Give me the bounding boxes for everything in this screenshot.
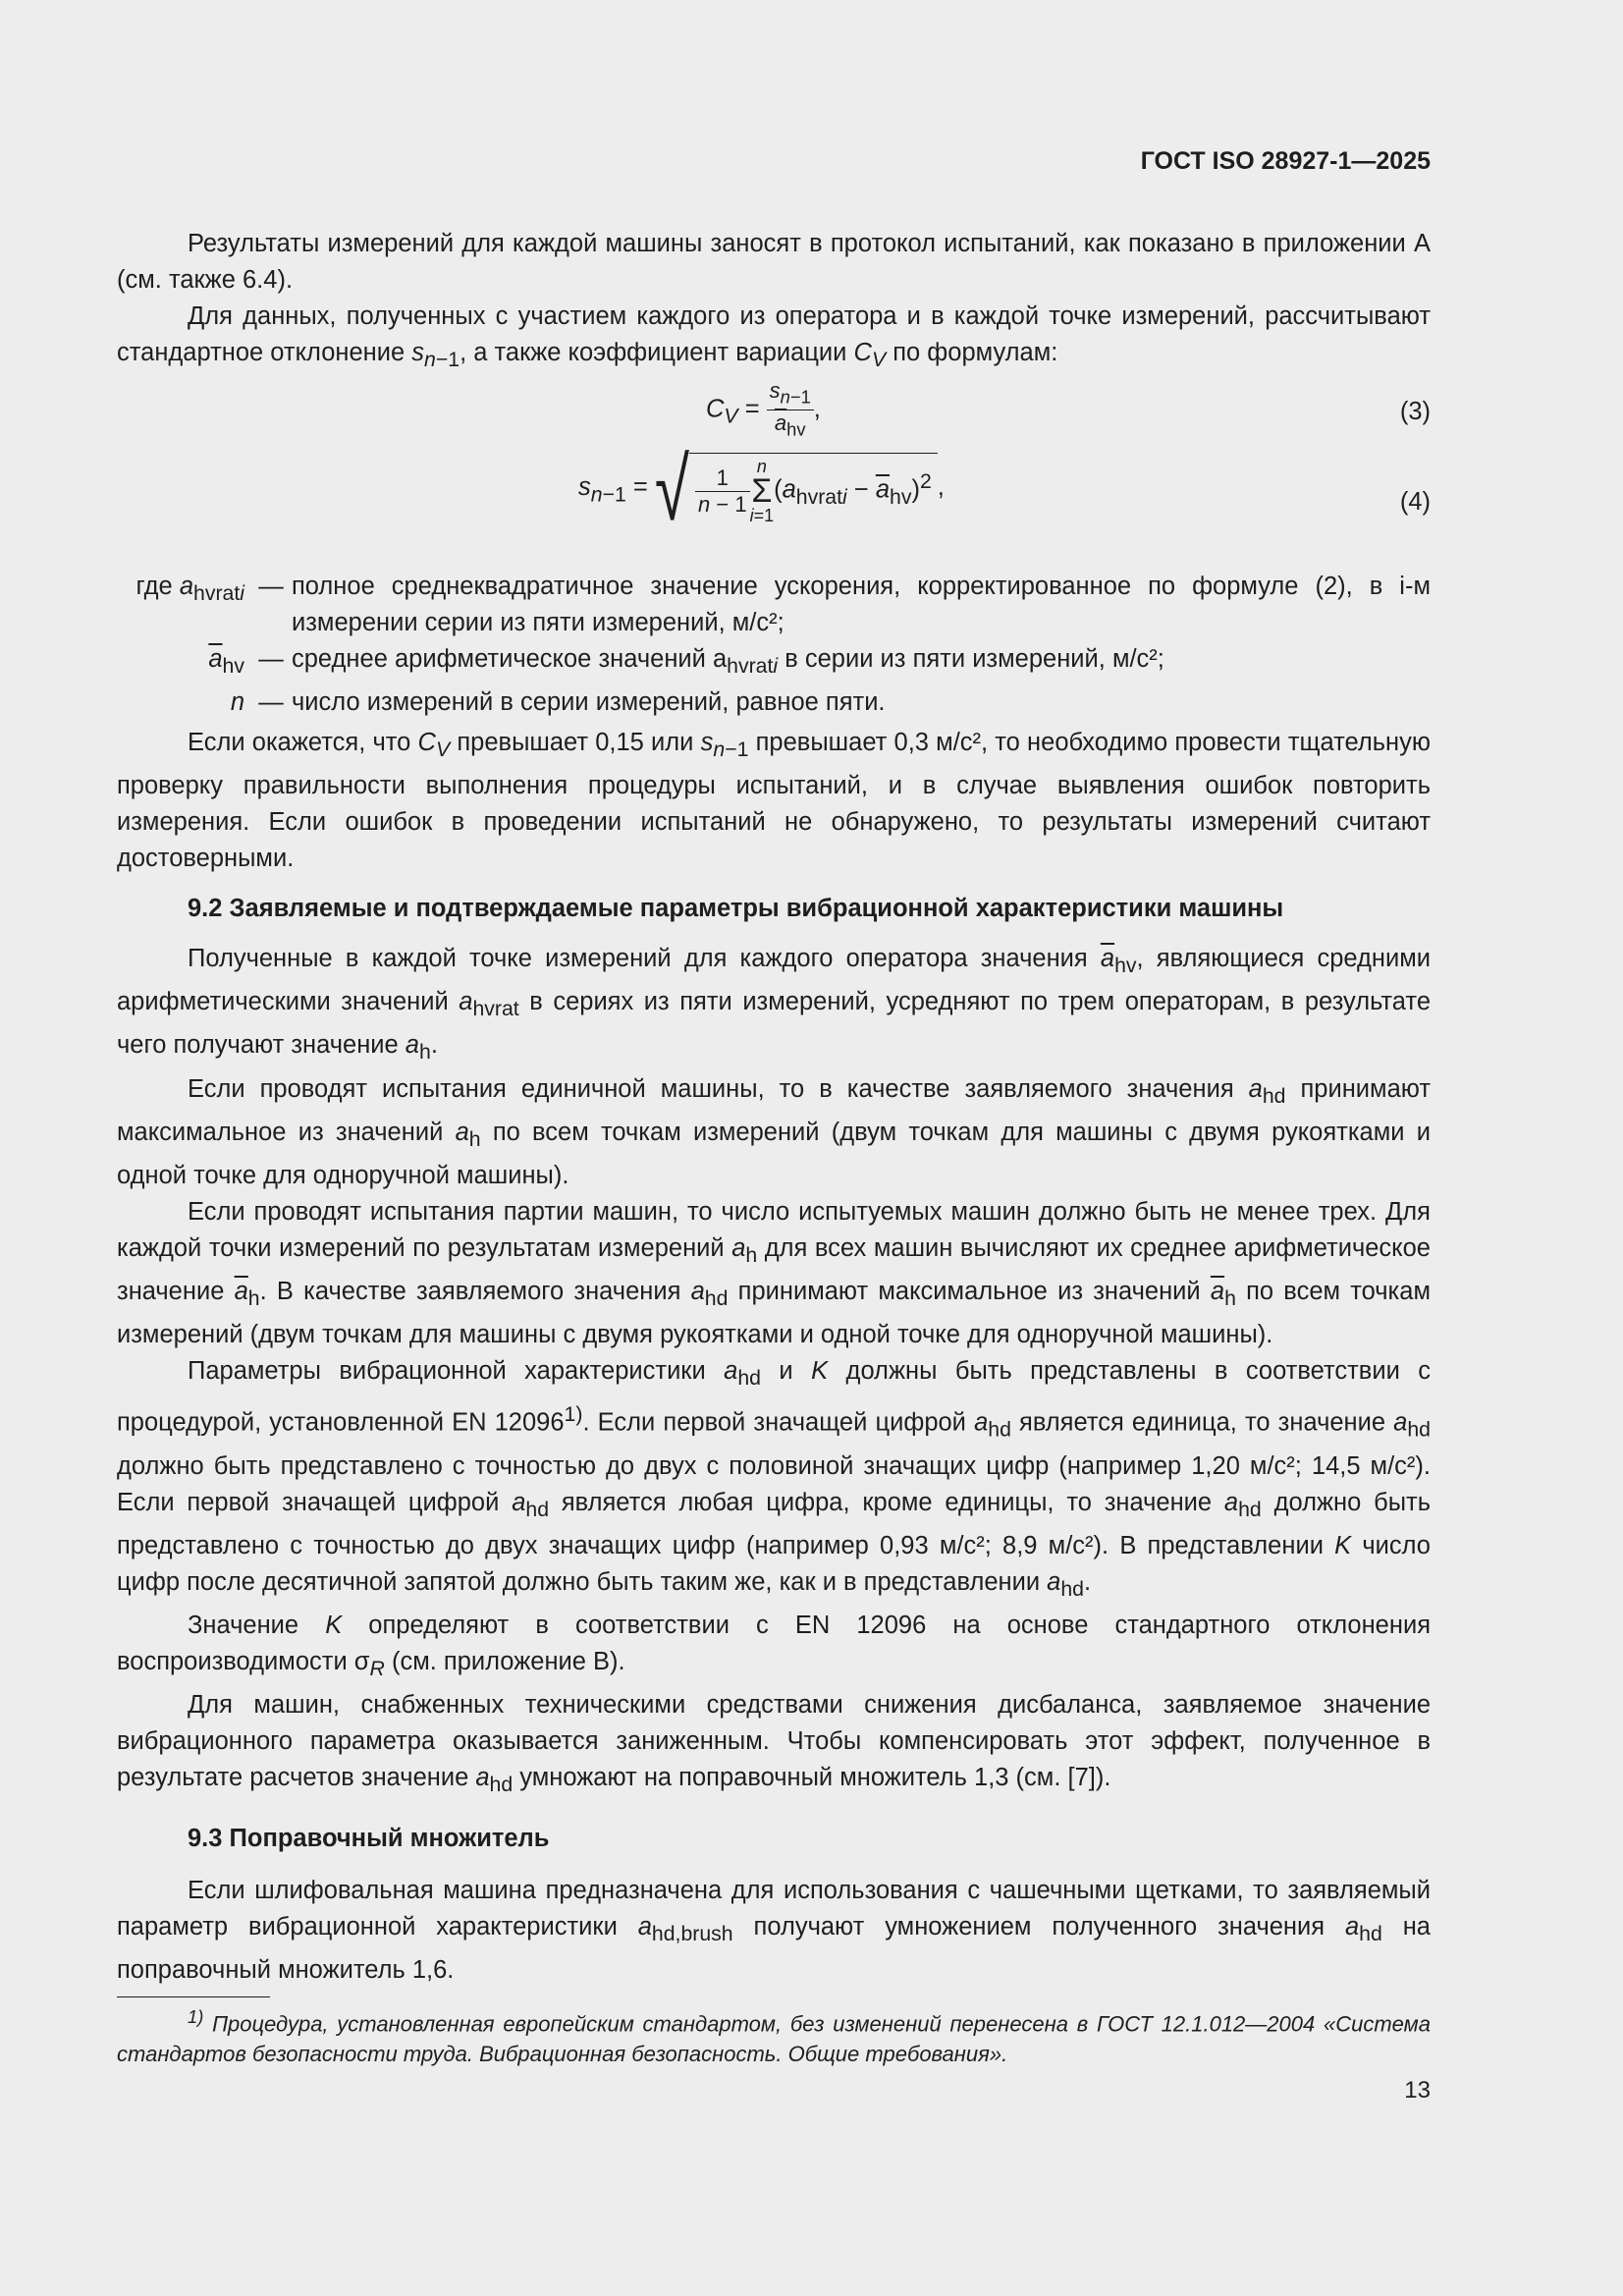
definitions <box>117 569 1431 721</box>
paragraph: Значение K определяют в соответствии с EN 12096 на основе стандартного отклонения воспроизводимости $\sigma_R$ (см. приложение В). <box>117 1611 1431 1680</box>
paragraph: Если проводят испытания партии машин, то число испытуемых машин должно быть не менее трех. Для каждой точки измерений по результатам измерений $a_h$ для всех машин вычисляют их среднее арифметическое значение $\overline{a}_h$. В качестве заявляемого значения $a_{hd}$ принимают максимальное из значений $\overline{a}_h$ по всем точкам измерений (двум точкам для машины с двумя рукоятками и одной точке для одноручной машины). <box>117 1197 1431 1348</box>
paragraph: Параметры вибрационной характеристики $a_{hd}$ и K должны быть представлены в соответствии с процедурой, установленной EN 12096$^{1)}$. Если первой значащей цифрой $a_{hd}$ является единица, то значение $a_{hd}$ должно быть представлено с точностью до двух с половиной значащих цифр (например 1,20 м/с²; 14,5 м/с²). Если первой значащей цифрой $a_{hd}$ является любая цифра, кроме единицы, то значение $a_{hd}$ должно быть представлено с точностью до двух значащих цифр (например 0,93 м/с²; 8,9 м/с²). В представлении K число цифр после десятичной запятой должно быть таким же, как и в представлении $a_{hd}$. <box>117 1356 1432 1601</box>
formula-std-dev: $s_{n-1}$ = √ $\frac{1}{n - 1}$ n Σ $i=1(a_{hvrati} - \overline{a}_{hv})^2$ , <box>578 439 945 538</box>
definition-row: n — число измерений в серии измерений, равное пяти. <box>230 688 886 717</box>
formula-number: (4) <box>1399 488 1431 517</box>
definition-row: $\overline{a}_{hv}$ — среднее арифметическое значений $a_{hvrati}$ в серии из пяти измерений, м/с²; <box>208 645 1164 679</box>
formula-4 <box>117 439 1431 563</box>
document-header: ГОСТ ISO 28927-1—2025 <box>1140 147 1431 175</box>
section-heading-9-3: 9.3 Поправочный множитель <box>188 1825 550 1852</box>
page-number: 13 <box>1404 2077 1431 2104</box>
document-body <box>117 226 1431 1989</box>
footnote: $^{1)}$ Процедура, установленная европейским стандартом, без изменений перенесена в ГОСТ 12.1.012—2004 «Система стандартов безопасности труда. Вибрационная безопасность. Общие требования». <box>117 2006 1431 2067</box>
paragraph: Результаты измерений для каждой машины заносят в протокол испытаний, как показано в приложении А (см. также 6.4). <box>117 230 1431 294</box>
formula-number: (3) <box>1399 398 1431 426</box>
section-heading-9-2: 9.2 Заявляемые и подтверждаемые параметры вибрационной характеристики машины <box>188 895 1284 923</box>
definition-row: где $a_{hvrati}$ — полное среднеквадратичное значение ускорения, корректированное по формуле (2), в i-м измерении серии из пяти измерений, м/с²; <box>135 573 1431 637</box>
formula-3 <box>117 378 1431 447</box>
formula-cv: $C_V$ = $\frac{s_{n-1}}{\overline{a}_{hv}}$ , <box>706 378 821 440</box>
paragraph: Если окажется, что $C_V$ превышает 0,15 или $s_{n-1}$ превышает 0,3 м/с², то необходимо провести тщательную проверку правильности выполнения процедуры испытаний, и в случае выявления ошибок повторить измерения. Если ошибок в проведении испытаний не обнаружено, то результаты измерений считают достоверными. <box>117 729 1431 873</box>
paragraph: Для данных, полученных с участием каждого из оператора и в каждой точке измерений, рассчитывают стандартное отклонение $s_{n-1}$, а также коэффициент вариации $C_V$ по формулам: <box>117 302 1431 372</box>
paragraph: Если шлифовальная машина предназначена для использования с чашечными щетками, то заявляемый параметр вибрационной характеристики $a_{hd,brush}$ получают умножением полученного значения $a_{hd}$ на поправочный множитель 1,6. <box>117 1877 1431 1985</box>
paragraph: Если проводят испытания единичной машины, то в качестве заявляемого значения $a_{hd}$ принимают максимальное из значений $a_h$ по всем точкам измерений (двум точкам для машины с двумя рукоятками и одной точке для одноручной машины). <box>117 1074 1431 1189</box>
footnote-ref: 1) <box>564 1402 583 1427</box>
paragraph: Для машин, снабженных техническими средствами снижения дисбаланса, заявляемое значение вибрационного параметра оказывается заниженным. Чтобы компенсировать этот эффект, полученное в результате расчетов значение $a_{hd}$ умножают на поправочный множитель 1,3 (см. [7]). <box>117 1690 1431 1796</box>
paragraph: Полученные в каждой точке измерений для каждого оператора значения $\overline{a}_{hv}$, являющиеся средними арифметическими значений $a_{hvrat}$ в сериях из пяти измерений, усредняют по трем операторам, в результате чего получают значение $a_h$. <box>117 945 1432 1065</box>
